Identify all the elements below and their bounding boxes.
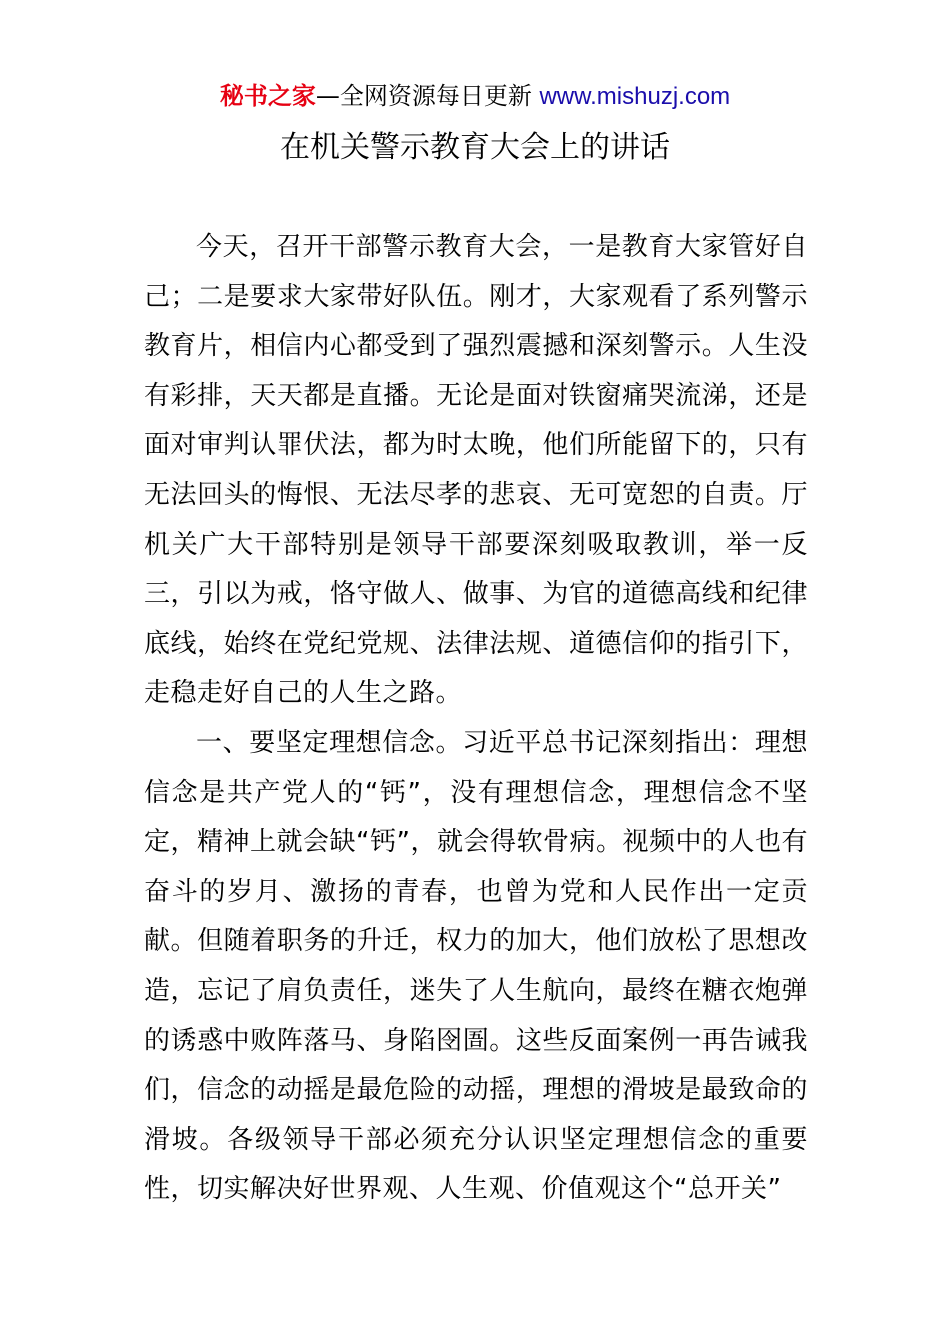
paragraph-section-one: 一、要坚定理想信念。习近平总书记深刻指出：理想信念是共产党人的“钙”，没有理想信念，理想信念不坚定，精神上就会缺“钙”，就会得软骨病。视频中的人也有奋斗的岁月、激扬的青春，也曾为党和人民作出一定贡献。但随着职务的升迁，权力的加大，他们放松了思想改造，忘记了肩负责任，迷失了人生航向，最终在糖衣炮弹的诱惑中败阵落马、身陷囹圄。这些反面案例一再告诫我们，信念的动摇是最危险的动摇，理想的滑坡是最致命的滑坡。各级领导干部必须充分认识坚定理想信念的重要性，切实解决好世界观、人生观、价值观这个“总开关” (144, 727, 808, 1205)
document-title: 在机关警示教育大会上的讲话 (280, 130, 670, 165)
site-tagline: —全网资源每日更新 (315, 82, 532, 110)
site-url-link[interactable]: www.mishuzj.com (539, 83, 731, 110)
paragraph-intro: 今天，召开干部警示教育大会，一是教育大家管好自己；二是要求大家带好队伍。刚才，大家观看了系列警示教育片，相信内心都受到了强烈震撼和深刻警示。人生没有彩排，天天都是直播。无论是面对铁窗痛哭流涕，还是面对审判认罪伏法，都为时太晚，他们所能留下的，只有无法回头的悔恨、无法尽孝的悲哀、无可宽恕的自责。厅机关广大干部特别是领导干部要深刻吸取教训，举一反三，引以为戒，恪守做人、做事、为官的道德高线和纪律底线，始终在党纪党规、法律法规、道德信仰的指引下，走稳走好自己的人生之路。 (144, 232, 808, 709)
brand-name: 秘书之家 (219, 82, 316, 110)
site-header (0, 80, 950, 113)
document-body (144, 223, 808, 1215)
